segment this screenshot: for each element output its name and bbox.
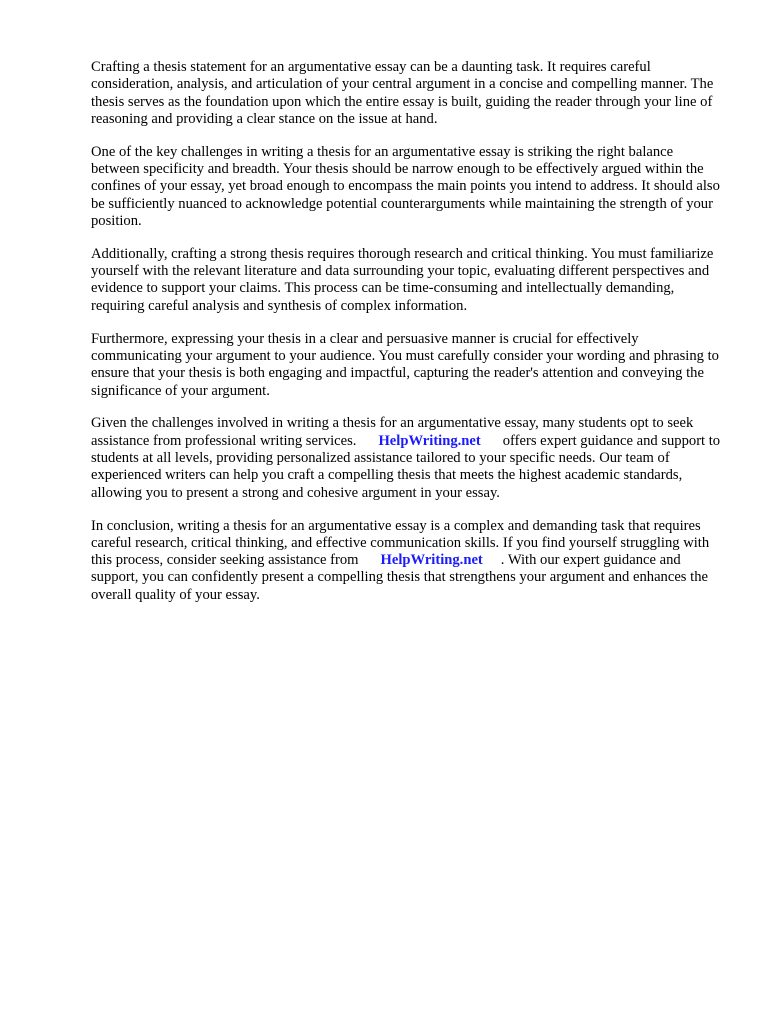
document-body [91,59,721,620]
paragraph-assistance [91,415,721,501]
paragraph-intro: Crafting a thesis statement for an argumentative essay can be a daunting task. It requires careful consideration, analysis, and articulation of your central argument in a concise and compelling manner. The thesis serves as the foundation upon which the entire essay is built, guiding the reader through your line of reasoning and providing a clear stance on the issue at hand. [91,59,714,127]
paragraph-conclusion [91,518,721,604]
paragraph-assistance-text-after: offers expert guidance and support to students at all levels, providing personalized assistance tailored to your specific needs. Our team of experienced writers can help you craft a compelling thesis that meets the highest academic standards, allowing you to present a strong and cohesive argument in your essay. [91,432,721,501]
paragraph-expression: Furthermore, expressing your thesis in a clear and persuasive manner is crucial for effectively communicating your argument to your audience. You must carefully consider your wording and phrasing to ensure that your thesis is both engaging and impactful, capturing the reader's attention and conveying the significance of your argument. [91,330,719,399]
helpwriting-link-conclusion[interactable]: HelpWriting.net [380,552,483,569]
paragraph-conclusion-text-after: . With our expert guidance and support, you can confidently present a compelling thesis that strengthens your argument and enhances the overall quality of your essay. [91,552,708,603]
paragraph-conclusion-text-before: In conclusion, writing a thesis for an argumentative essay is a complex and demanding task that requires careful research, critical thinking, and effective communication skills. If you find yourself struggling with this process, consider seeking assistance from [91,517,710,569]
paragraph-research: Additionally, crafting a strong thesis requires thorough research and critical thinking. You must familiarize yourself with the relevant literature and data surrounding your topic, evaluating different perspectives and evidence to support your claims. This process can be time-consuming and intellectually demanding, requiring careful analysis and synthesis of complex information. [91,245,714,314]
paragraph-assistance-text-before: Given the challenges involved in writing a thesis for an argumentative essay, many students opt to seek assistance from professional writing services. [91,415,694,449]
paragraph-challenges: One of the key challenges in writing a thesis for an argumentative essay is striking the right balance between specificity and breadth. Your thesis should be narrow enough to be effectively argued within the confines of your essay, yet broad enough to encompass the main points you intend to address. It should also be sufficiently nuanced to acknowledge potential counterarguments while maintaining the strength of your position. [91,143,720,229]
helpwriting-link[interactable]: HelpWriting.net [378,432,481,449]
